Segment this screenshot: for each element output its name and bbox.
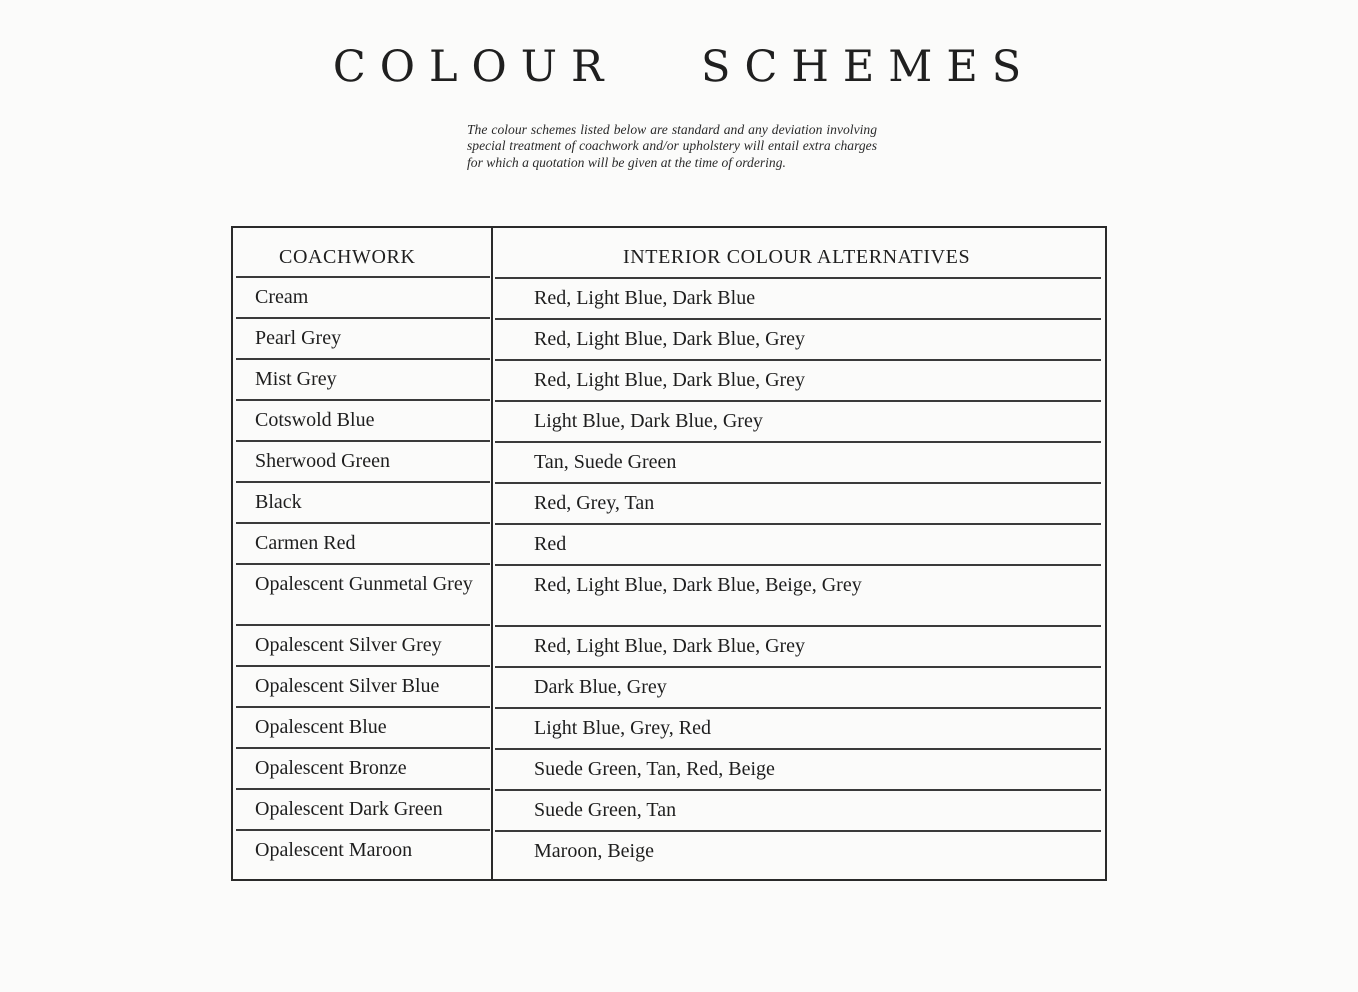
table-row <box>233 563 1105 624</box>
row-rule-left <box>236 440 490 442</box>
row-rule-right <box>495 441 1101 443</box>
coachwork-cell: Cotswold Blue <box>255 409 375 431</box>
row-rule-right <box>495 666 1101 668</box>
table-row <box>233 747 1105 788</box>
table-row <box>233 276 1105 317</box>
coachwork-cell: Cream <box>255 286 309 308</box>
colour-schemes-table <box>231 226 1107 881</box>
coachwork-cell: Opalescent Maroon <box>255 839 413 861</box>
table-row <box>233 399 1105 440</box>
row-rule-right <box>495 789 1101 791</box>
coachwork-cell: Opalescent Silver Grey <box>255 634 442 656</box>
intro-paragraph: The colour schemes listed below are standard and any deviation involving special treatment of coachwork and/or upholstery will entail extra charges for which a quotation will be given at the time of ordering. <box>467 122 877 170</box>
row-rule-right <box>495 707 1101 709</box>
row-rule-right <box>495 400 1101 402</box>
row-rule-left <box>236 358 490 360</box>
row-rule-left <box>236 788 490 790</box>
row-rule-left <box>236 399 490 401</box>
row-rule-left <box>236 706 490 708</box>
coachwork-cell: Sherwood Green <box>255 450 390 472</box>
interior-cell: Red, Light Blue, Dark Blue <box>534 287 756 309</box>
table-row <box>233 665 1105 706</box>
table-row <box>233 440 1105 481</box>
table-row <box>233 481 1105 522</box>
row-rule-left <box>236 829 490 831</box>
row-rule-right <box>495 830 1101 832</box>
table-row <box>233 706 1105 747</box>
row-rule-left <box>236 624 490 626</box>
row-rule-left <box>236 563 490 565</box>
coachwork-cell: Opalescent Dark Green <box>255 798 443 820</box>
coachwork-cell: Opalescent Bronze <box>255 757 407 779</box>
table-header-row <box>233 228 1105 278</box>
row-rule-right <box>495 482 1101 484</box>
coachwork-cell: Opalescent Blue <box>255 716 387 738</box>
row-rule-left <box>236 276 490 278</box>
page-title: COLOUR SCHEMES <box>332 42 1036 92</box>
coachwork-cell: Pearl Grey <box>255 327 342 349</box>
coachwork-cell: Carmen Red <box>255 532 356 554</box>
table-row <box>233 522 1105 563</box>
row-rule-right <box>495 523 1101 525</box>
row-rule-left <box>236 317 490 319</box>
interior-cell: Red, Light Blue, Dark Blue, Grey <box>534 369 806 391</box>
interior-cell: Red <box>534 533 567 555</box>
interior-cell: Dark Blue, Grey <box>534 676 667 698</box>
interior-cell: Red, Light Blue, Dark Blue, Beige, Grey <box>534 574 862 596</box>
row-rule-right <box>495 277 1101 279</box>
interior-cell: Suede Green, Tan, Red, Beige <box>534 758 775 780</box>
header-interior: INTERIOR COLOUR ALTERNATIVES <box>623 246 971 268</box>
row-rule-left <box>236 522 490 524</box>
interior-cell: Red, Light Blue, Dark Blue, Grey <box>534 635 806 657</box>
row-rule-left <box>236 747 490 749</box>
row-rule-right <box>495 564 1101 566</box>
row-rule-right <box>495 318 1101 320</box>
table-row <box>233 624 1105 665</box>
interior-cell: Light Blue, Grey, Red <box>534 717 712 739</box>
row-rule-right <box>495 359 1101 361</box>
row-rule-right <box>495 748 1101 750</box>
table-row <box>233 788 1105 829</box>
row-rule-right <box>495 625 1101 627</box>
interior-cell: Red, Grey, Tan <box>534 492 655 514</box>
table-row <box>233 358 1105 399</box>
coachwork-cell: Mist Grey <box>255 368 337 390</box>
interior-cell: Red, Light Blue, Dark Blue, Grey <box>534 328 806 350</box>
row-rule-left <box>236 665 490 667</box>
interior-cell: Suede Green, Tan <box>534 799 677 821</box>
interior-cell: Light Blue, Dark Blue, Grey <box>534 410 763 432</box>
interior-cell: Maroon, Beige <box>534 840 654 862</box>
table-row <box>233 317 1105 358</box>
coachwork-cell: Opalescent Silver Blue <box>255 675 440 697</box>
table-row <box>233 829 1105 879</box>
row-rule-left <box>236 481 490 483</box>
coachwork-cell: Black <box>255 491 302 513</box>
interior-cell: Tan, Suede Green <box>534 451 677 473</box>
coachwork-cell: Opalescent Gunmetal Grey <box>255 573 473 595</box>
header-coachwork: COACHWORK <box>279 246 416 268</box>
